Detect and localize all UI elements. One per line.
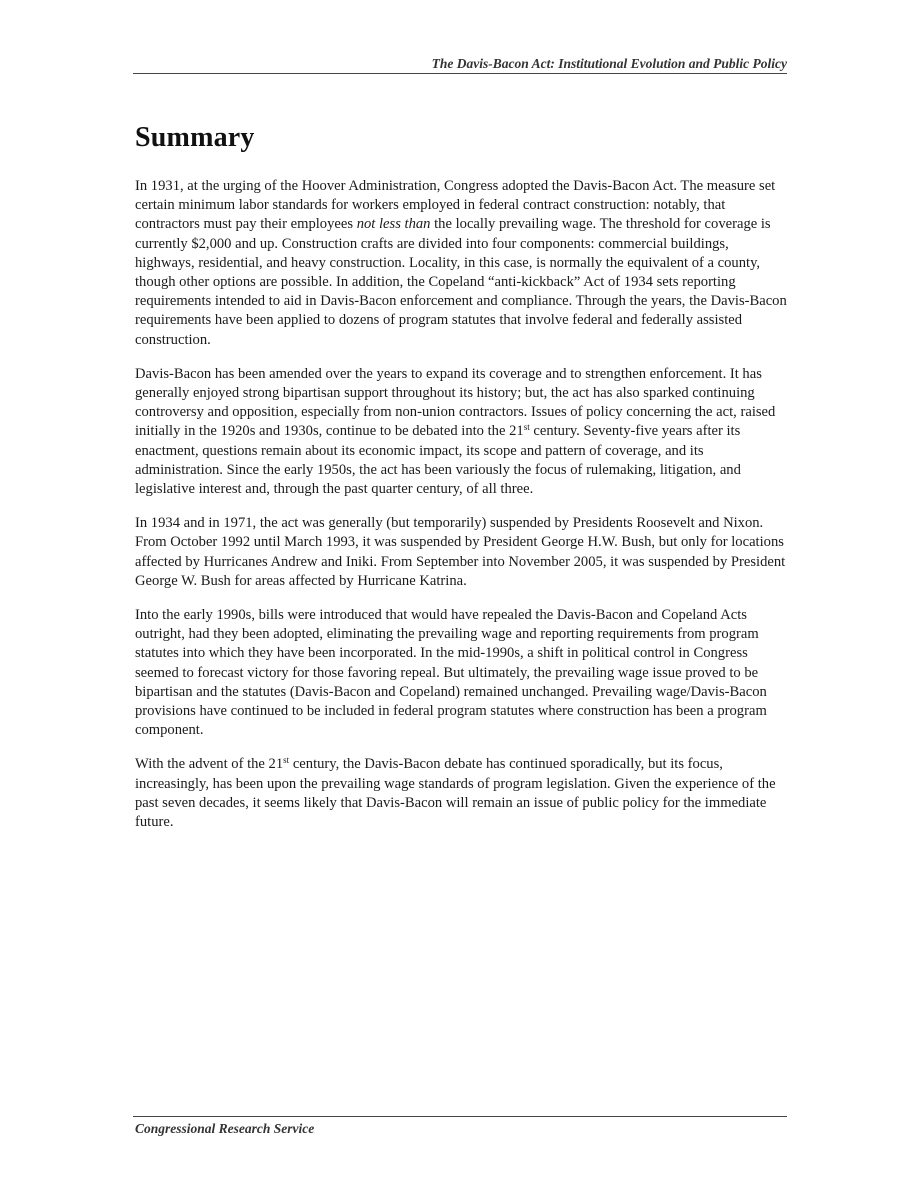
ordinal-superscript: st (283, 755, 290, 766)
running-header: The Davis-Bacon Act: Institutional Evolution and Public Policy (431, 56, 787, 71)
paragraph-2-part-a: Davis-Bacon has been amended over the years to expand its coverage and to strengthen enforcement. It has generally enjoyed strong bipartisan support throughout its history; but, the act has also sparked continuing controversy and opposition, especially from non-union contractors. Issues of policy concerning the act, raised initially in the 1920s and 1930s, continue to be debated into the 21 (135, 365, 776, 440)
summary-body (135, 177, 787, 847)
footer-divider (133, 1116, 787, 1117)
paragraph-3: In 1934 and in 1971, the act was generally (but temporarily) suspended by Presidents Roosevelt and Nixon. From October 1992 until March 1993, it was suspended by President George H.W. Bush, but only for locations affected by Hurricanes Andrew and Iniki. From September into November 2005, it was suspended by President George W. Bush for areas affected by Hurricane Katrina. (135, 515, 786, 589)
paragraph-2-part-b: century. Seventy-five years after its enactment, questions remain about its economic impact, its scope and pattern of coverage, and its administration. Since the early 1950s, the act has been variously the focus of rulemaking, litigation, and legislative interest and, through the past quarter century, of all three. (135, 423, 741, 498)
paragraph-1-part-a: In 1931, at the urging of the Hoover Administration, Congress adopted the Davis-Bacon Act. The measure set certain minimum labor standards for workers employed in federal contract construction: notably, that contractors must pay their employees (135, 178, 776, 233)
header-divider (133, 73, 787, 74)
paragraph-2 (135, 365, 787, 499)
ordinal-superscript: st (523, 422, 530, 433)
paragraph-5-part-b: century, the Davis-Bacon debate has continued sporadically, but its focus, increasingly, has been upon the prevailing wage standards of program legislation. Given the experience of the past seven decades, it seems likely that Davis-Bacon will remain an issue of public policy for the immediate future. (135, 756, 776, 831)
paragraph-1 (135, 177, 787, 350)
section-heading: Summary (135, 122, 255, 153)
paragraph-1-part-b: the locally prevailing wage. The threshold for coverage is currently $2,000 and up. Construction crafts are divided into four components: commercial buildings, highways, residential, and heavy construction. Locality, in this case, is normally the equivalent of a county, though other options are possible. In addition, the Copeland “anti-kickback” Act of 1934 sets reporting requirements intended to aid in Davis-Bacon enforcement and compliance. Through the years, the Davis-Bacon requirements have been applied to dozens of program statutes that involve federal and federally assisted construction. (135, 216, 787, 348)
paragraph-5-part-a: With the advent of the 21 (135, 756, 284, 773)
emphasis-not-less-than: not less than (356, 216, 431, 233)
paragraph-5 (135, 755, 787, 832)
paragraph-4: Into the early 1990s, bills were introduced that would have repealed the Davis-Bacon and Copeland Acts outright, had they been adopted, eliminating the prevailing wage and reporting requirements from program statutes into which they have been incorporated. In the mid-1990s, a shift in political control in Congress seemed to forecast victory for those favoring repeal. But ultimately, the prevailing wage issue proved to be bipartisan and the statutes (Davis-Bacon and Copeland) remained unchanged. Prevailing wage/Davis-Bacon provisions have continued to be included in federal program statutes where construction has been a program component. (135, 607, 767, 739)
running-footer: Congressional Research Service (135, 1121, 315, 1136)
